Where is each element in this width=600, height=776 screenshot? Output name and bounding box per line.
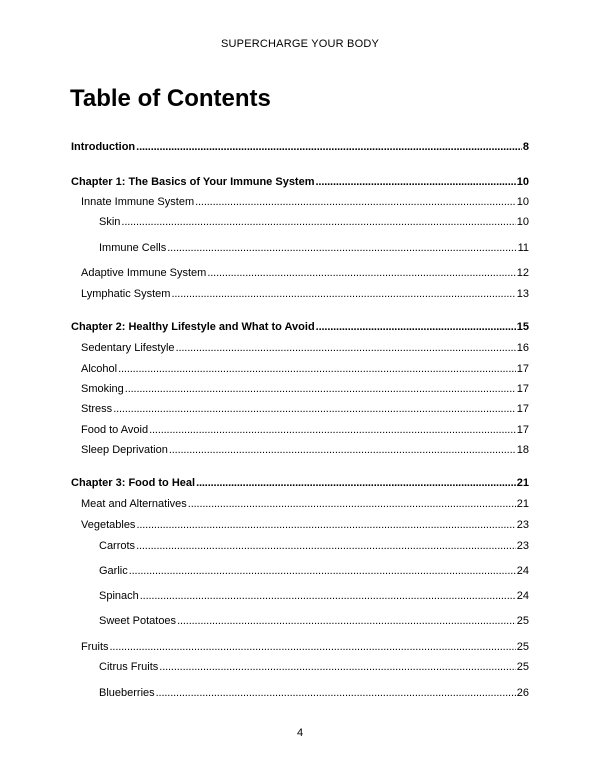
toc-entry-label: Carrots — [99, 540, 136, 552]
toc-entry-spinach[interactable] — [99, 589, 529, 603]
toc-entry-sleep-deprivation[interactable] — [81, 443, 529, 457]
toc-dot-leader — [118, 362, 516, 376]
toc-entry-label: Spinach — [99, 590, 139, 602]
toc-dot-leader — [121, 215, 515, 229]
toc-entry-label: Vegetables — [81, 519, 136, 531]
toc-entry-chapter-2[interactable] — [71, 320, 529, 334]
toc-entry-label: Food to Avoid — [81, 424, 149, 436]
toc-entry-page: 24 — [516, 590, 529, 602]
toc-dot-leader — [169, 443, 516, 457]
toc-dot-leader — [176, 341, 516, 355]
toc-entry-page: 10 — [516, 176, 529, 188]
toc-entry-smoking[interactable] — [81, 382, 529, 396]
toc-dot-leader — [195, 195, 516, 209]
toc-dot-leader — [136, 518, 515, 532]
toc-dot-leader — [171, 287, 515, 301]
toc-entry-immune-cells[interactable] — [99, 241, 529, 255]
toc-entry-label: Alcohol — [81, 363, 118, 375]
toc-dot-leader — [167, 241, 516, 255]
toc-entry-page: 11 — [517, 242, 529, 254]
toc-entry-label: Citrus Fruits — [99, 661, 159, 673]
toc-entry-innate-immune-system[interactable] — [81, 195, 529, 209]
toc-entry-page: 18 — [516, 444, 529, 456]
toc-dot-leader — [110, 640, 516, 654]
toc-entry-page: 21 — [516, 477, 529, 489]
toc-entry-page: 17 — [516, 363, 529, 375]
toc-dot-leader — [149, 423, 516, 437]
toc-entry-label: Fruits — [81, 641, 109, 653]
toc-entry-page: 12 — [516, 267, 529, 279]
toc-dot-leader — [136, 140, 522, 154]
toc-entry-citrus-fruits[interactable] — [99, 660, 529, 674]
toc-entry-meat-and-alternatives[interactable] — [81, 497, 529, 511]
toc-dot-leader — [316, 175, 516, 189]
toc-dot-leader — [125, 382, 516, 396]
toc-entry-label: Sedentary Lifestyle — [81, 342, 175, 354]
toc-entry-label: Meat and Alternatives — [81, 498, 187, 510]
toc-entry-page: 17 — [516, 403, 529, 415]
toc-entry-label: Chapter 1: The Basics of Your Immune System — [71, 176, 315, 188]
toc-entry-page: 21 — [516, 498, 529, 510]
page-number: 4 — [296, 727, 304, 739]
toc-dot-leader — [129, 564, 516, 578]
toc-entry-label: Blueberries — [99, 687, 155, 699]
toc-entry-stress[interactable] — [81, 402, 529, 416]
toc-dot-leader — [188, 497, 516, 511]
toc-entry-label: Innate Immune System — [81, 196, 195, 208]
toc-entry-introduction[interactable] — [71, 140, 529, 154]
toc-entry-label: Skin — [99, 216, 121, 228]
toc-entry-page: 8 — [522, 141, 529, 153]
running-header: SUPERCHARGE YOUR BODY — [220, 38, 380, 50]
toc-entry-page: 10 — [516, 216, 529, 228]
toc-entry-skin[interactable] — [99, 215, 529, 229]
toc-entry-chapter-1[interactable] — [71, 175, 529, 189]
toc-dot-leader — [156, 686, 516, 700]
toc-entry-sweet-potatoes[interactable] — [99, 614, 529, 628]
toc-entry-food-to-avoid[interactable] — [81, 423, 529, 437]
toc-entry-garlic[interactable] — [99, 564, 529, 578]
toc-entry-label: Adaptive Immune System — [81, 267, 207, 279]
toc-entry-label: Smoking — [81, 383, 124, 395]
toc-entry-page: 26 — [516, 687, 529, 699]
toc-entry-page: 15 — [516, 321, 529, 333]
toc-entry-label: Sweet Potatoes — [99, 615, 177, 627]
toc-dot-leader — [196, 476, 516, 490]
toc-dot-leader — [177, 614, 516, 628]
page-title: Table of Contents — [70, 85, 271, 112]
toc-dot-leader — [136, 539, 516, 553]
toc-entry-page: 23 — [516, 519, 529, 531]
toc-dot-leader — [207, 266, 515, 280]
toc-entry-blueberries[interactable] — [99, 686, 529, 700]
toc-entry-label: Chapter 2: Healthy Lifestyle and What to Avoid — [71, 321, 315, 333]
toc-entry-label: Introduction — [71, 141, 136, 153]
toc-entry-label: Chapter 3: Food to Heal — [71, 477, 196, 489]
toc-entry-page: 24 — [516, 565, 529, 577]
toc-entry-page: 17 — [516, 383, 529, 395]
toc-entry-page: 23 — [516, 540, 529, 552]
toc-entry-page: 10 — [516, 196, 529, 208]
toc-entry-adaptive-immune-system[interactable] — [81, 266, 529, 280]
toc-dot-leader — [113, 402, 516, 416]
toc-entry-page: 25 — [516, 661, 529, 673]
toc-entry-page: 17 — [516, 424, 529, 436]
toc-entry-page: 13 — [516, 288, 529, 300]
toc-entry-lymphatic-system[interactable] — [81, 287, 529, 301]
toc-entry-page: 25 — [516, 615, 529, 627]
toc-entry-page: 16 — [516, 342, 529, 354]
toc-entry-alcohol[interactable] — [81, 362, 529, 376]
toc-entry-label: Lymphatic System — [81, 288, 171, 300]
toc-dot-leader — [140, 589, 516, 603]
toc-entry-chapter-3[interactable] — [71, 476, 529, 490]
toc-entry-sedentary-lifestyle[interactable] — [81, 341, 529, 355]
toc-entry-label: Garlic — [99, 565, 128, 577]
toc-entry-carrots[interactable] — [99, 539, 529, 553]
toc-entry-label: Sleep Deprivation — [81, 444, 168, 456]
toc-entry-label: Immune Cells — [99, 242, 167, 254]
toc-entry-label: Stress — [81, 403, 113, 415]
toc-dot-leader — [316, 320, 516, 334]
toc-entry-fruits[interactable] — [81, 640, 529, 654]
toc-entry-vegetables[interactable] — [81, 518, 529, 532]
toc-dot-leader — [159, 660, 515, 674]
toc-entry-page: 25 — [516, 641, 529, 653]
